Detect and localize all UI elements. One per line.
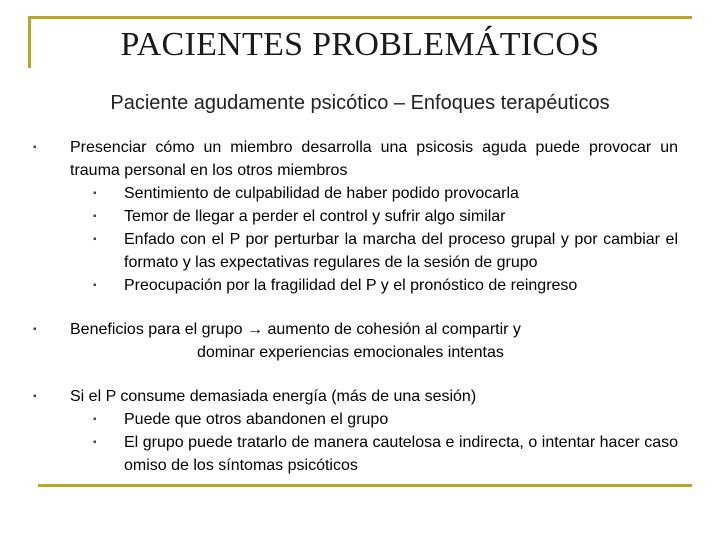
frame-bottom-line — [38, 484, 692, 487]
sub-bullet-item — [0, 228, 678, 274]
sub-bullet-item — [0, 182, 678, 205]
bullet-marker-icon: ▪ — [93, 437, 97, 448]
bullet-item-1 — [0, 136, 678, 182]
bullet-marker-icon: ▪ — [93, 211, 97, 222]
bullet-marker-icon: ▪ — [33, 324, 37, 335]
sub-bullet-item — [0, 205, 678, 228]
sub-bullet-text: Temor de llegar a perder el control y sufrir algo similar — [124, 208, 506, 225]
bullet-marker-icon: ▪ — [93, 414, 97, 425]
frame-top-line — [28, 16, 692, 19]
slide-subtitle: Paciente agudamente psicótico – Enfoques terapéuticos — [110, 92, 610, 114]
sub-bullet-text: El grupo puede tratarlo de manera cautelosa e indirecta, o intentar hacer caso omiso de los síntomas psicóticos — [124, 434, 678, 474]
bullet-marker-icon: ▪ — [33, 391, 37, 402]
bullet-marker-icon: ▪ — [93, 234, 97, 245]
bullet-text: Presenciar cómo un miembro desarrolla una psicosis aguda puede provocar un trauma personal en los otros miembros — [70, 139, 678, 179]
sub-bullet-text: Preocupación por la fragilidad del P y el pronóstico de reingreso — [124, 277, 578, 294]
sub-bullet-item — [0, 431, 678, 477]
sub-bullet-text: Sentimiento de culpabilidad de haber podido provocarla — [124, 185, 519, 202]
sub-bullet-item — [0, 274, 678, 297]
bullet-text: dominar experiencias emocionales intentas — [197, 344, 504, 361]
slide-title: PACIENTES PROBLEMÁTICOS — [120, 26, 600, 63]
bullet-marker-icon: ▪ — [93, 188, 97, 199]
sub-bullet-text: Enfado con el P por perturbar la marcha del proceso grupal y por cambiar el formato y las expectativas regulares de la sesión de grupo — [124, 231, 678, 271]
bullet-item-2 — [0, 318, 678, 341]
sub-bullet-text: Puede que otros abandonen el grupo — [124, 411, 389, 428]
bullet-marker-icon: ▪ — [93, 280, 97, 291]
bullet-list — [0, 136, 720, 477]
bullet-marker-icon: ▪ — [33, 142, 37, 153]
bullet-text: Beneficios para el grupo → aumento de cohesión al compartir y — [70, 321, 521, 338]
bullet-text: Si el P consume demasiada energía (más de una sesión) — [70, 388, 477, 405]
sub-bullet-item — [0, 408, 678, 431]
bullet-item-3 — [0, 385, 678, 408]
bullet-item-2-continuation — [0, 341, 678, 364]
